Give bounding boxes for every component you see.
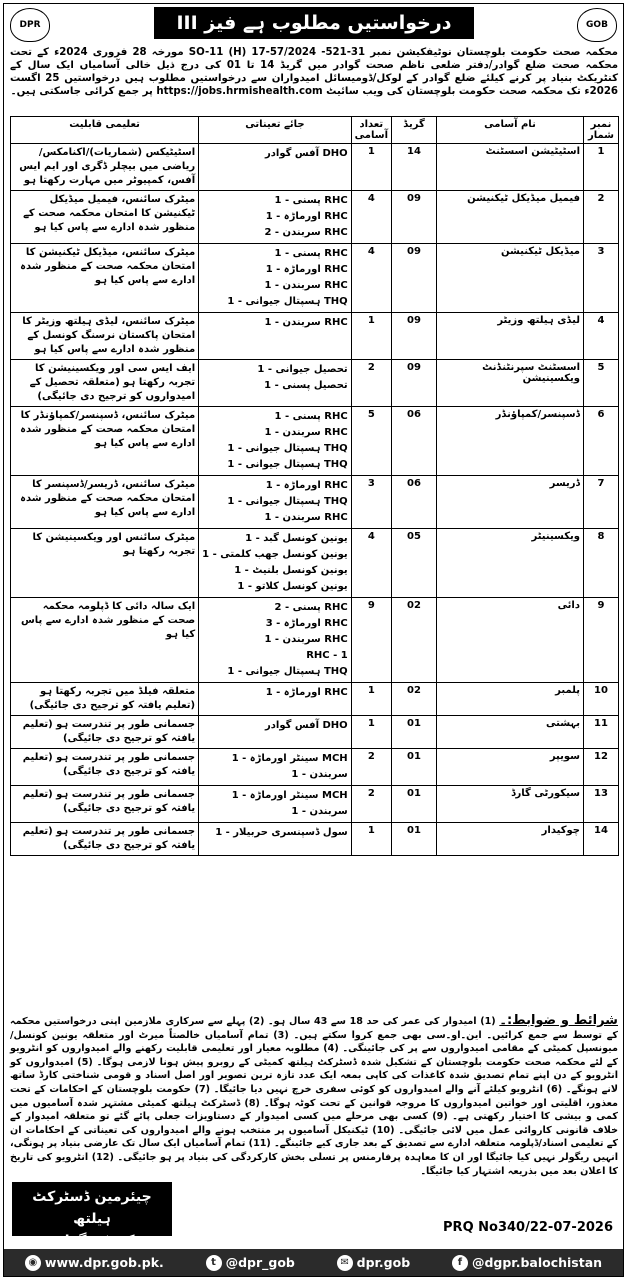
cell-grade: 14	[392, 144, 437, 191]
cell-place	[199, 144, 352, 191]
place-line: MCH سینٹر اورماڑہ - 1	[231, 753, 348, 764]
signature-line-2: کمیٹی گوادر	[49, 1233, 135, 1249]
intro-paragraph	[10, 46, 618, 98]
cell-count: 4	[351, 244, 391, 313]
cell-count: 5	[351, 407, 391, 476]
social-bar	[4, 1249, 623, 1276]
header-count: تعداد آسامی	[351, 117, 391, 144]
table-row	[11, 598, 619, 683]
cell-grade: 01	[392, 749, 437, 786]
place-line: سربندن - 1	[291, 806, 348, 817]
cell-post: سویپر	[437, 749, 584, 786]
cell-qualification: متعلقہ فیلڈ میں تجربہ رکھتا ہو (تعلیم یافتہ کو ترجیح دی جائیگی)	[11, 683, 199, 716]
ad-title: درخواستیں مطلوب ہے فیز III	[154, 7, 474, 39]
cell-qualification: میٹرک سائنس، ڈریسر/ڈسپنسر کا امتحان محکمہ صحت کے منظور شدہ ادارے سے پاس کیا ہو	[11, 476, 199, 529]
globe-icon: ◉	[25, 1255, 41, 1271]
cell-qualification: جسمانی طور پر تندرست ہو (تعلیم یافتہ کو ترجیح دی جائیگی)	[11, 749, 199, 786]
cell-grade: 02	[392, 683, 437, 716]
cell-post: سیکورٹی گارڈ	[437, 786, 584, 823]
cell-no: 12	[584, 749, 619, 786]
cell-qualification: میٹرک سائنس، ڈسپنسر/کمپاؤنڈر کا امتحان محکمہ صحت کے منظور شدہ ادارے سے پاس کیا ہو	[11, 407, 199, 476]
cell-post: چوکیدار	[437, 823, 584, 856]
mail-icon: ✉	[337, 1255, 353, 1271]
cell-no: 13	[584, 786, 619, 823]
table-body	[11, 144, 619, 856]
cell-post: ویکسینیٹر	[437, 529, 584, 598]
cell-no: 11	[584, 716, 619, 749]
cell-count: 3	[351, 476, 391, 529]
cell-place	[199, 749, 352, 786]
cell-grade: 09	[392, 313, 437, 360]
place-line: RHC سربندن - 1	[264, 280, 348, 291]
cell-place	[199, 683, 352, 716]
place-line: RHC اورماڑہ - 1	[265, 264, 348, 275]
cell-count: 1	[351, 716, 391, 749]
cell-count: 2	[351, 749, 391, 786]
twitter-icon: t	[206, 1255, 222, 1271]
facebook-text: @dgpr.balochistan	[471, 1255, 603, 1270]
signature-line-1: چیئرمین ڈسٹرکٹ ہیلتھ	[32, 1189, 152, 1227]
place-line: THQ ہسپتال جیوانی - 1	[227, 459, 348, 470]
jobs-table	[10, 116, 619, 856]
website-item[interactable]	[25, 1255, 164, 1271]
cell-grade: 09	[392, 360, 437, 407]
place-line: سول ڈسپنسری حربیلار - 1	[215, 827, 348, 838]
table-row	[11, 313, 619, 360]
terms-text: (1) امیدوار کی عمر کی حد 18 سے 43 سال ہو۔ (2) پہلے سے سرکاری ملازمین اپنی درخواستیں محکمہ کے توسط سے جمع کرائیں۔ این۔او۔سی بھی جمع کروا سکتے ہیں۔ (3) تمام آسامیاں خالصتاً میرٹ اور متعلقہ یونین کونسل/میونسپل کمیٹی کے مقامی امیدواروں سے پر کی جائینگی۔ (4) مطلوبہ معیار اور تعلیمی قابلیت رکھنے والے امیدواروں کو انٹرویو کے لئے محکمہ صحت حکومت بلوچستان کے تشکیل شدہ ڈسٹرکٹ ہیلتھ کمیٹی کے روبرو پیش ہونا لازمی ہوگا۔ (5) امیدواروں کو انٹرویو کے دن اپنے تمام تصدیق شدہ کاغذات کی کاپی بمعہ ایک عدد تازہ ترین تصویر اور اصل اسناد و قومی شناختی کارڈ ساتھ لانے ہونگے۔ (6) انٹرویو کیلئے آنے والے امیدواروں کو کوئی سفری خرچ نہیں دیا جائیگا۔ (7) حکومت بلوچستان کے احکامات کے تحت معذور، اقلیتی اور خواتین امیدواروں کا مروجہ قوانین کے تحت کوٹہ ہوگا۔ (8) ڈسٹرکٹ ہیلتھ کمیٹی مشتہر شدہ آسامیوں میں کمی و بیشی کا اختیار رکھتی ہے۔ (9) کسی بھی مرحلے میں کسی امیدوار کے دستاویزات جعلی پائے گئے تو متعلقہ امیدوار کے خلاف قانونی کاروائی عمل میں لائی جائیگی۔ (10) ٹیکنیکل آسامیوں پر منتخب ہونے والے امیدواروں کی تعیناتی کے احکامات ان کے تعلیمی اسناد/ڈپلومہ متعلقہ ادارے سے تصدیق کے بعد جاری کیے جائینگے۔ (11) تمام آسامیاں ایک سال تک عارضی بنیاد پر ہونگی، انہیں ریگولر نہیں کیا جائیگا اور ان کا معاہدہ پرفارمنس پر تسلی بخش کارکردگی کی بنیاد پر ہو جائیگی۔ (12) انٹرویو کی تاریخ کا اعلان بعد میں بذریعہ اشتہار کیا جائیگا۔	[10, 1016, 619, 1177]
cell-post: ڈسپنسر/کمپاؤنڈر	[437, 407, 584, 476]
place-line: RHC سربندن - 1	[264, 634, 348, 645]
cell-post: لیڈی ہیلتھ وزیٹر	[437, 313, 584, 360]
intro-suffix: پر جمع کرائی جاسکتی ہیں۔	[10, 86, 153, 97]
table-header-row	[11, 117, 619, 144]
place-line: تحصیل پسنی - 1	[264, 380, 348, 391]
intro-text: محکمہ صحت حکومت بلوچستان نوٹیفکیشن نمبر SO-11 (H) 17-57/2024 -521-31 مورخہ 28 فروری 2024ء کے تحت محکمہ صحت ضلع گوادر/دفتر ضلعی ناظم صحت گوادر میں گریڈ 14 تا 01 کی درج ذیل خالی آسامیاں ایک سال کے کنٹریکٹ بنیاد پر کرنے کیلئے ضلع گوادر کے لوکل/ڈومیسائل امیدواران سے درخواستیں مطلوب ہیں درخواستیں 25 اگست 2026ء تک محکمہ صحت حکومت بلوچستان کی ویب سائیٹ	[10, 47, 618, 97]
place-line: DHO آفس گوادر	[265, 148, 348, 159]
cell-count: 2	[351, 786, 391, 823]
place-line: RHC اورماڑہ - 1	[265, 211, 348, 222]
table-row	[11, 716, 619, 749]
place-line: RHC سربندن - 2	[264, 227, 348, 238]
place-line: DHO آفس گوادر	[265, 720, 348, 731]
place-line: THQ ہسپتال جیوانی - 1	[227, 443, 348, 454]
place-line: یونین کونسل بلنیٹ - 1	[234, 565, 348, 576]
cell-post: ڈریسر	[437, 476, 584, 529]
cell-qualification: جسمانی طور پر تندرست ہو (تعلیم یافتہ کو ترجیح دی جائیگی)	[11, 786, 199, 823]
cell-no: 10	[584, 683, 619, 716]
cell-qualification: جسمانی طور پر تندرست ہو (تعلیم یافتہ کو ترجیح دی جائیگی)	[11, 716, 199, 749]
cell-no: 8	[584, 529, 619, 598]
place-line: RHC اورماڑہ - 3	[265, 618, 348, 629]
header-grade: گریڈ	[392, 117, 437, 144]
place-line: MCH سینٹر اورماڑہ - 1	[231, 790, 348, 801]
cell-count: 1	[351, 313, 391, 360]
cell-qualification: میٹرک سائنس اور ویکسینیشن کا تجربہ رکھتا ہو	[11, 529, 199, 598]
mail-item[interactable]	[337, 1255, 411, 1271]
place-line: THQ ہسپتال جیوانی - 1	[227, 666, 348, 677]
cell-qualification: جسمانی طور پر تندرست ہو (تعلیم یافتہ کو ترجیح دی جائیگی)	[11, 823, 199, 856]
cell-grade: 09	[392, 244, 437, 313]
cell-post: دائی	[437, 598, 584, 683]
place-line: RHC پسنی - 1	[274, 195, 348, 206]
table-row	[11, 191, 619, 244]
cell-no: 7	[584, 476, 619, 529]
advertisement-page	[3, 3, 624, 1277]
twitter-text: @dpr_gob	[225, 1255, 295, 1270]
place-line: RHC اورماڑہ - 1	[265, 480, 348, 491]
cell-no: 1	[584, 144, 619, 191]
cell-qualification: ایک سالہ دائی کا ڈپلومہ محکمہ صحت کے منظور شدہ ادارے سے پاس کیا ہو	[11, 598, 199, 683]
cell-post: بہشتی	[437, 716, 584, 749]
place-line: RHC سربندن - 1	[264, 512, 348, 523]
prq-number: PRQ No340/22-07-2026	[443, 1220, 613, 1235]
cell-place	[199, 476, 352, 529]
cell-count: 1	[351, 823, 391, 856]
table-row	[11, 360, 619, 407]
table-row	[11, 144, 619, 191]
cell-no: 9	[584, 598, 619, 683]
cell-place	[199, 598, 352, 683]
table-row	[11, 476, 619, 529]
cell-place	[199, 786, 352, 823]
cell-count: 9	[351, 598, 391, 683]
dpr-logo: DPR	[10, 8, 50, 42]
cell-post: اسسٹنٹ سپرنٹنڈنٹ ویکسینیشن	[437, 360, 584, 407]
place-line: سربندن - 1	[291, 769, 348, 780]
facebook-icon: f	[452, 1255, 468, 1271]
terms-heading: شرائط و ضوابط:۔	[499, 1013, 618, 1028]
place-line: RHC پسنی - 1	[274, 248, 348, 259]
cell-qualification: ایف ایس سی اور ویکسینیشن کا تجربہ رکھتا ہو (متعلقہ تحصیل کے امیدواروں کو ترجیح دی جائیگی)	[11, 360, 199, 407]
cell-no: 5	[584, 360, 619, 407]
cell-post: پلمبر	[437, 683, 584, 716]
cell-grade: 01	[392, 716, 437, 749]
cell-place	[199, 360, 352, 407]
cell-grade: 06	[392, 407, 437, 476]
cell-grade: 09	[392, 191, 437, 244]
cell-place	[199, 191, 352, 244]
header	[4, 4, 623, 44]
cell-place	[199, 244, 352, 313]
place-line: RHC پسنی - 1	[274, 411, 348, 422]
cell-place	[199, 529, 352, 598]
table-row	[11, 244, 619, 313]
cell-count: 2	[351, 360, 391, 407]
cell-no: 4	[584, 313, 619, 360]
cell-qualification: میٹرک سائنس، میڈیکل ٹیکنیشن کا امتحان محکمہ صحت کے منظور شدہ ادارے سے پاس کیا ہو	[11, 244, 199, 313]
table-row	[11, 749, 619, 786]
place-line: RHC اورماڑہ - 1	[265, 687, 348, 698]
place-line: THQ ہسپتال جیوانی - 1	[227, 296, 348, 307]
cell-no: 2	[584, 191, 619, 244]
place-line: یونین کونسل جھب کلمتی - 1	[202, 549, 348, 560]
place-line: RHC پسنی - 2	[274, 602, 348, 613]
cell-grade: 05	[392, 529, 437, 598]
cell-count: 4	[351, 529, 391, 598]
cell-post: میڈیکل ٹیکنیشن	[437, 244, 584, 313]
cell-place	[199, 823, 352, 856]
place-line: تحصیل جیوانی - 1	[257, 364, 348, 375]
cell-place	[199, 407, 352, 476]
cell-count: 1	[351, 144, 391, 191]
table-row	[11, 786, 619, 823]
header-place: جائے تعیناتی	[199, 117, 352, 144]
cell-place	[199, 716, 352, 749]
cell-no: 3	[584, 244, 619, 313]
cell-grade: 02	[392, 598, 437, 683]
header-post: نام آسامی	[437, 117, 584, 144]
terms-section	[10, 1014, 618, 1178]
cell-grade: 01	[392, 823, 437, 856]
place-line: یونین کونسل کلاتو - 1	[237, 581, 348, 592]
cell-qualification: میٹرک سائنس، فیمیل میڈیکل ٹیکنیشن کا امتحان محکمہ صحت کے منظور شدہ ادارے سے پاس کیا ہو	[11, 191, 199, 244]
table-row	[11, 407, 619, 476]
place-line: RHC - 1	[306, 650, 348, 661]
mail-text: dpr.gob	[356, 1255, 411, 1270]
header-qualification: تعلیمی قابلیت	[11, 117, 199, 144]
table-row	[11, 823, 619, 856]
cell-post: اسٹیٹیشن اسسٹنٹ	[437, 144, 584, 191]
place-line: یونین کونسل گبد - 1	[245, 533, 348, 544]
cell-no: 14	[584, 823, 619, 856]
facebook-item[interactable]	[452, 1255, 602, 1271]
table-row	[11, 529, 619, 598]
table-row	[11, 683, 619, 716]
cell-post: فیمیل میڈیکل ٹیکنیشن	[437, 191, 584, 244]
place-line: RHC سربندن - 1	[264, 317, 348, 328]
balochistan-logo: GOB	[577, 8, 617, 42]
twitter-item[interactable]	[206, 1255, 295, 1271]
place-line: THQ ہسپتال جیوانی - 1	[227, 496, 348, 507]
cell-qualification: میٹرک سائنس، لیڈی ہیلتھ وزیٹر کا امتحان پاکستان نرسنگ کونسل کے منظور شدہ ادارے سے پاس کیا ہو	[11, 313, 199, 360]
cell-place	[199, 313, 352, 360]
cell-count: 1	[351, 683, 391, 716]
website-link[interactable]: https://jobs.hrmishealth.com	[156, 86, 323, 97]
place-line: RHC سربندن - 1	[264, 427, 348, 438]
cell-grade: 06	[392, 476, 437, 529]
website-text: www.dpr.gob.pk.	[44, 1255, 164, 1270]
cell-grade: 01	[392, 786, 437, 823]
cell-no: 6	[584, 407, 619, 476]
header-no: نمبر شمار	[584, 117, 619, 144]
signature-block	[12, 1182, 172, 1249]
cell-count: 4	[351, 191, 391, 244]
cell-qualification: اسٹیٹیکس (شماریات)/اکنامکس/ریاضی میں بیچلر ڈگری اور ایم ایس آفس، کمپیوٹر میں مہارت رکھتا ہو	[11, 144, 199, 191]
